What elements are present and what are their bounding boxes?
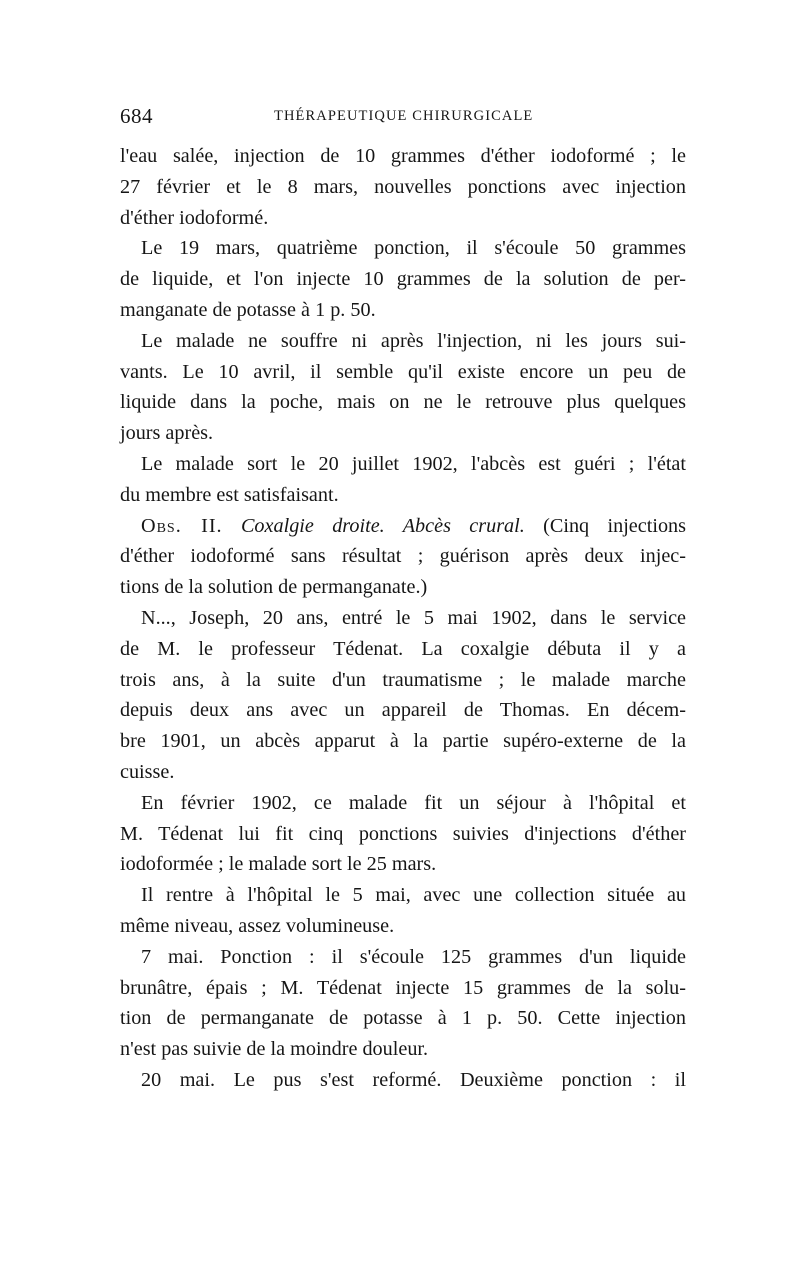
text-line: du membre est satisfaisant. [120, 483, 339, 506]
text-line: depuis deux ans avec un appareil de Thomas. En décem- [120, 699, 686, 722]
text-line: tions de la solution de permanganate.) [120, 576, 428, 599]
text-line: l'eau salée, injection de 10 grammes d'éther iodoformé ; le [120, 145, 686, 167]
text-line: Le malade ne souffre ni après l'injection, ni les jours sui- [141, 329, 686, 352]
page-header [120, 104, 686, 134]
text-line: 27 février et le 8 mars, nouvelles ponctions avec injection [120, 175, 686, 198]
text-line: Le 19 mars, quatrième ponction, il s'écoule 50 grammes [141, 237, 686, 260]
text-line: 20 mai. Le pus s'est reformé. Deuxième ponction : il [141, 1068, 686, 1091]
text-line: liquide dans la poche, mais on ne le retrouve plus quelques [120, 391, 686, 414]
page-number: 684 [120, 104, 153, 128]
text-line: En février 1902, ce malade fit un séjour à l'hôpital et [141, 791, 686, 814]
text-line: n'est pas suivie de la moindre douleur. [120, 1038, 429, 1061]
text-line: M. Tédenat lui fit cinq ponctions suivies d'injections d'éther [120, 822, 686, 845]
text-line: brunâtre, épais ; M. Tédenat injecte 15 grammes de la solu- [120, 976, 686, 999]
text-line: Le malade sort le 20 juillet 1902, l'abcès est guéri ; l'état [141, 452, 686, 475]
text-line: même niveau, assez volumineuse. [120, 914, 395, 937]
observation-title: Coxalgie droite. Abcès crural. [240, 514, 525, 537]
text-line: Il rentre à l'hôpital le 5 mai, avec une collection située au [141, 884, 686, 907]
text-line: jours après. [120, 422, 214, 445]
text-line: cuisse. [120, 760, 175, 783]
text-line: bre 1901, un abcès apparut à la partie supéro-externe de la [120, 730, 686, 753]
text-line: d'éther iodoformé sans résultat ; guérison après deux injec- [120, 545, 686, 568]
text-line: de M. le professeur Tédenat. La coxalgie débuta il y a [120, 637, 686, 660]
running-title: THÉRAPEUTIQUE CHIRURGICALE [274, 108, 534, 124]
body-text [120, 141, 686, 1096]
text-line: tion de permanganate de potasse à 1 p. 50. Cette injection [120, 1007, 686, 1030]
text-line: vants. Le 10 avril, il semble qu'il existe encore un peu de [120, 360, 686, 383]
text-line: N..., Joseph, 20 ans, entré le 5 mai 1902, dans le service [141, 606, 686, 629]
text-line: trois ans, à la suite d'un traumatisme ; le malade marche [120, 668, 686, 691]
observation-heading-line [120, 511, 686, 542]
text-line: 7 mai. Ponction : il s'écoule 125 grammes d'un liquide [141, 945, 686, 968]
text-line: d'éther iodoformé. [120, 206, 269, 229]
text-line: iodoformée ; le malade sort le 25 mars. [120, 853, 437, 876]
text-line: de liquide, et l'on injecte 10 grammes de la solution de per- [120, 268, 686, 291]
text-line: manganate de potasse à 1 p. 50. [120, 298, 376, 321]
observation-summary: (Cinq injections [543, 514, 686, 537]
observation-label: Obs. II. [141, 514, 223, 537]
